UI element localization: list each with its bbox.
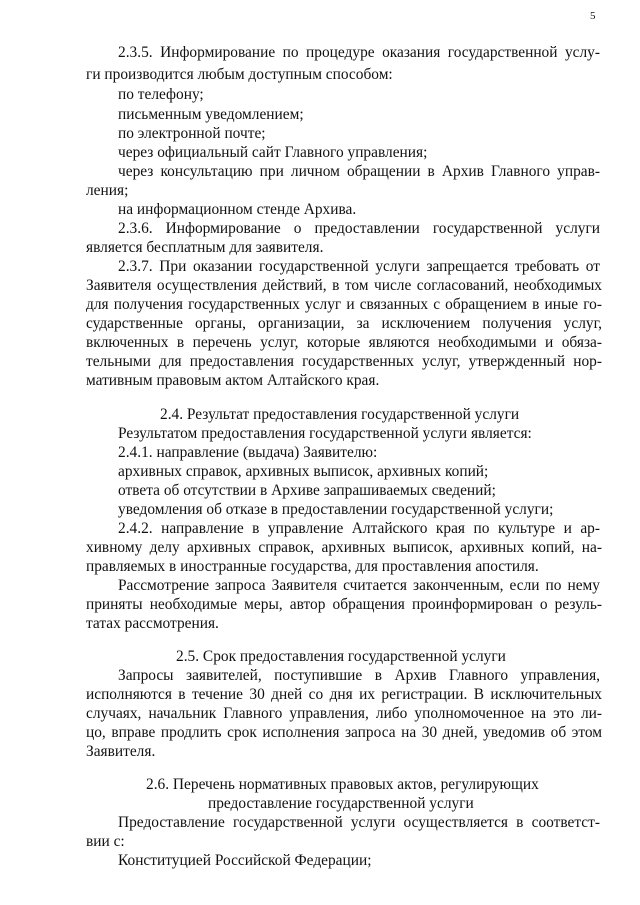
section-2-6-line: вии с: xyxy=(86,833,125,850)
section-2-5-line: исполняются в течение 30 дней со дня их регистрации. В исключительных xyxy=(86,686,602,703)
paragraph-2-3-7-line: 2.3.7. При оказании государственной услуги запрещается требовать от xyxy=(118,258,600,275)
section-2-4-line: Результатом предоставления государственной услуги является: xyxy=(118,425,532,442)
section-heading-2-6-line-2: предоставление государственной услуги xyxy=(208,795,474,812)
section-2-4-line: архивных справок, архивных выписок, архивных копий; xyxy=(118,463,489,480)
section-2-4-line: приняты необходимые меры, автор обращения проинформирован о резуль- xyxy=(86,596,602,613)
section-2-4-line: ответа об отсутствии в Архиве запрашиваемых сведений; xyxy=(118,482,496,499)
list-item: на информационном стенде Архива. xyxy=(118,201,357,218)
section-2-4-line: 2.4.2. направление в управление Алтайского края по культуре и ар- xyxy=(118,520,600,537)
paragraph-2-3-7-line: тельными для предоставления государственных услуг, утвержденный нор- xyxy=(86,353,602,370)
section-2-4-line: татах рассмотрения. xyxy=(86,615,219,632)
section-2-5-line: цо, вправе продлить срок исполнения запроса на 30 дней, уведомив об этом xyxy=(86,724,602,741)
paragraph-2-3-7-line: включенных в перечень услуг, которые являются необходимыми и обяза- xyxy=(86,334,602,351)
paragraph-2-3-7-line: для получения государственных услуг и связанных с обращением в иные го- xyxy=(86,296,602,313)
paragraph-2-3-7-line: мативным правовым актом Алтайского края. xyxy=(86,372,380,389)
list-item: по телефону; xyxy=(118,86,204,103)
paragraph-2-3-5-line-1: 2.3.5. Информирование по процедуре оказания государственной услу- xyxy=(118,44,600,61)
list-item: через официальный сайт Главного управления; xyxy=(118,144,428,161)
section-2-6-line: Предоставление государственной услуги осуществляется в соответст- xyxy=(118,814,600,831)
section-heading-2-6-line-1: 2.6. Перечень нормативных правовых актов, регулирующих xyxy=(146,776,539,793)
paragraph-2-3-6-line-2: является бесплатным для заявителя. xyxy=(86,239,324,256)
paragraph-2-3-7-line: сударственные органы, организации, за исключением получения услуг, xyxy=(86,315,602,332)
list-item: по электронной почте; xyxy=(118,125,266,142)
section-2-5-line: Заявителя. xyxy=(86,743,156,760)
section-heading-2-5: 2.5. Срок предоставления государственной услуги xyxy=(176,648,506,665)
paragraph-2-3-6-line-1: 2.3.6. Информирование о предоставлении государственной услуги xyxy=(118,220,600,237)
section-2-4-line: Рассмотрение запроса Заявителя считается законченным, если по нему xyxy=(118,577,600,594)
section-2-4-line: 2.4.1. направление (выдача) Заявителю: xyxy=(118,444,378,461)
section-2-5-line: случаях, начальник Главного управления, либо уполномоченное на это ли- xyxy=(86,705,602,722)
section-2-4-line: уведомления об отказе в предоставлении государственной услуги; xyxy=(118,501,554,518)
paragraph-2-3-7-line: Заявителя осуществления действий, в том числе согласований, необходимых xyxy=(86,277,602,294)
section-2-6-line: Конституцией Российской Федерации; xyxy=(118,852,372,869)
page-number: 5 xyxy=(590,10,596,22)
section-2-4-line: правляемых в иностранные государства, для проставления апостиля. xyxy=(86,558,539,575)
section-2-4-line: хивному делу архивных справок, архивных выписок, архивных копий, на- xyxy=(86,539,602,556)
section-heading-2-4: 2.4. Результат предоставления государственной услуги xyxy=(160,406,520,423)
section-2-5-line: Запросы заявителей, поступившие в Архив Главного управления, xyxy=(118,667,600,684)
paragraph-2-3-5-line-2: ги производится любым доступным способом: xyxy=(86,66,393,83)
list-item: через консультацию при личном обращении в Архив Главного управ- xyxy=(118,163,600,180)
list-item: ления; xyxy=(86,182,129,199)
list-item: письменным уведомлением; xyxy=(118,106,304,123)
